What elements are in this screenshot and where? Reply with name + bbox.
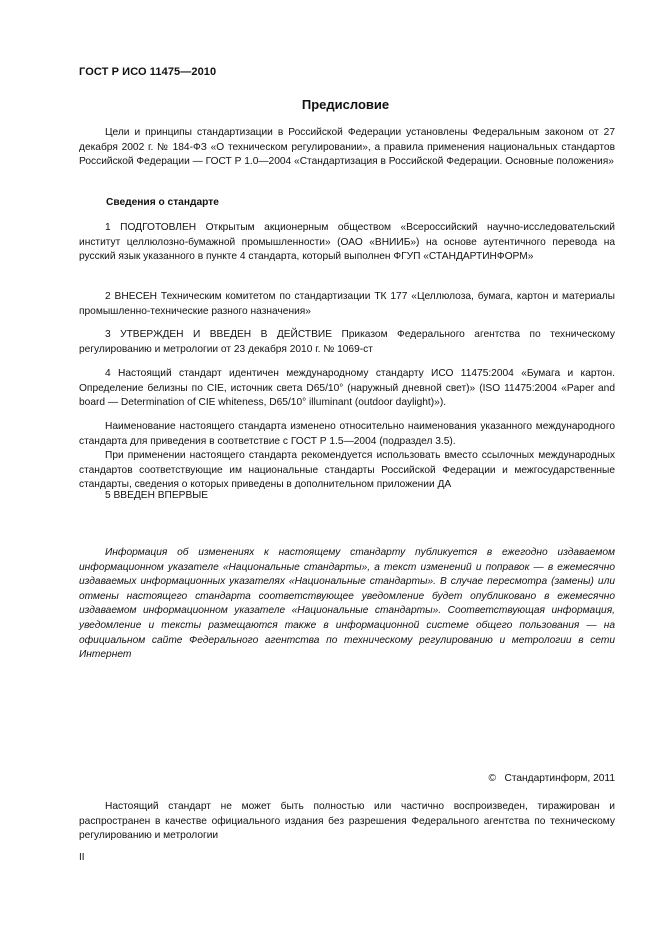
item-3-approved: 3 УТВЕРЖДЕН И ВВЕДЕН В ДЕЙСТВИЕ Приказом Федерального агентства по техническому регулированию и метрологии от 23 декабря 2010 г. № 1069-ст xyxy=(79,329,615,355)
item-5-introduced: 5 ВВЕДЕН ВПЕРВЫЕ xyxy=(105,490,209,501)
item-4-identical: 4 Настоящий стандарт идентичен международному стандарту ИСО 11475:2004 «Бумага и картон. Определение белизны по CIE, источник света D65/10° (наружный дневной свет)» (ISO 11475:2004 «Paper and board — Determination of CIE whiteness, D65/10° illuminant (outdoor daylight)»). xyxy=(79,368,615,409)
copyright-line: © Стандартинформ, 2011 xyxy=(488,773,615,784)
item-1-prepared: 1 ПОДГОТОВЛЕН Открытым акционерным обществом «Всероссийский научно-исследовательский институт целлюлозно-бумажной промышленности» (ОАО «ВНИИБ») на основе аутентичного перевода на русский язык указанного в пункте 4 стандарта, который выполнен ФГУП «СТАНДАРТИНФОРМ» xyxy=(79,222,615,263)
item-4-references: При применении настоящего стандарта рекомендуется использовать вместо ссылочных международных стандартов соответствующие им национальные стандарты Российской Федерации и межгосударственные стандарты, сведения о которых приведены в дополнительном приложении ДА xyxy=(79,450,615,491)
page-number: II xyxy=(79,852,85,863)
page-title: Предисловие xyxy=(301,97,390,112)
reproduction-notice: Настоящий стандарт не может быть полностью или частично воспроизведен, тиражирован и распространен в качестве официального издания без разрешения Федерального агентства по техническому регулированию и метрологии xyxy=(79,801,615,842)
amendments-info-note: Информация об изменениях к настоящему стандарту публикуется в ежегодно издаваемом информационном указателе «Национальные стандарты», а текст изменений и поправок — в ежемесячно издаваемых информационных указателях «Национальные стандарты». В случае пересмотра (замены) или отмены настоящего стандарта соответствующее уведомление будет опубликовано в ежемесячно издаваемом информационном указателе «Национальные стандарты». Соответствующая информация, уведомление и тексты размещаются также в информационной системе общего пользования — на официальном сайте Федерального агентства по техническому регулированию и метрологии в сети Интернет xyxy=(79,547,615,661)
intro-paragraph: Цели и принципы стандартизации в Российской Федерации установлены Федеральным законом от 27 декабря 2002 г. № 184-ФЗ «О техническом регулировании», а правила применения национальных стандартов Российской Федерации — ГОСТ Р 1.0—2004 «Стандартизация в Российской Федерации. Основные положения» xyxy=(79,127,615,168)
item-4-name-change: Наименование настоящего стандарта изменено относительно наименования указанного международного стандарта для приведения в соответствие с ГОСТ Р 1.5—2004 (подраздел 3.5). xyxy=(79,421,615,447)
document-header: ГОСТ Р ИСО 11475—2010 xyxy=(79,66,217,78)
item-2-submitted: 2 ВНЕСЕН Техническим комитетом по стандартизации ТК 177 «Целлюлоза, бумага, картон и материалы промышленно-технические разного назначения» xyxy=(79,291,615,317)
section-heading: Сведения о стандарте xyxy=(106,197,219,208)
